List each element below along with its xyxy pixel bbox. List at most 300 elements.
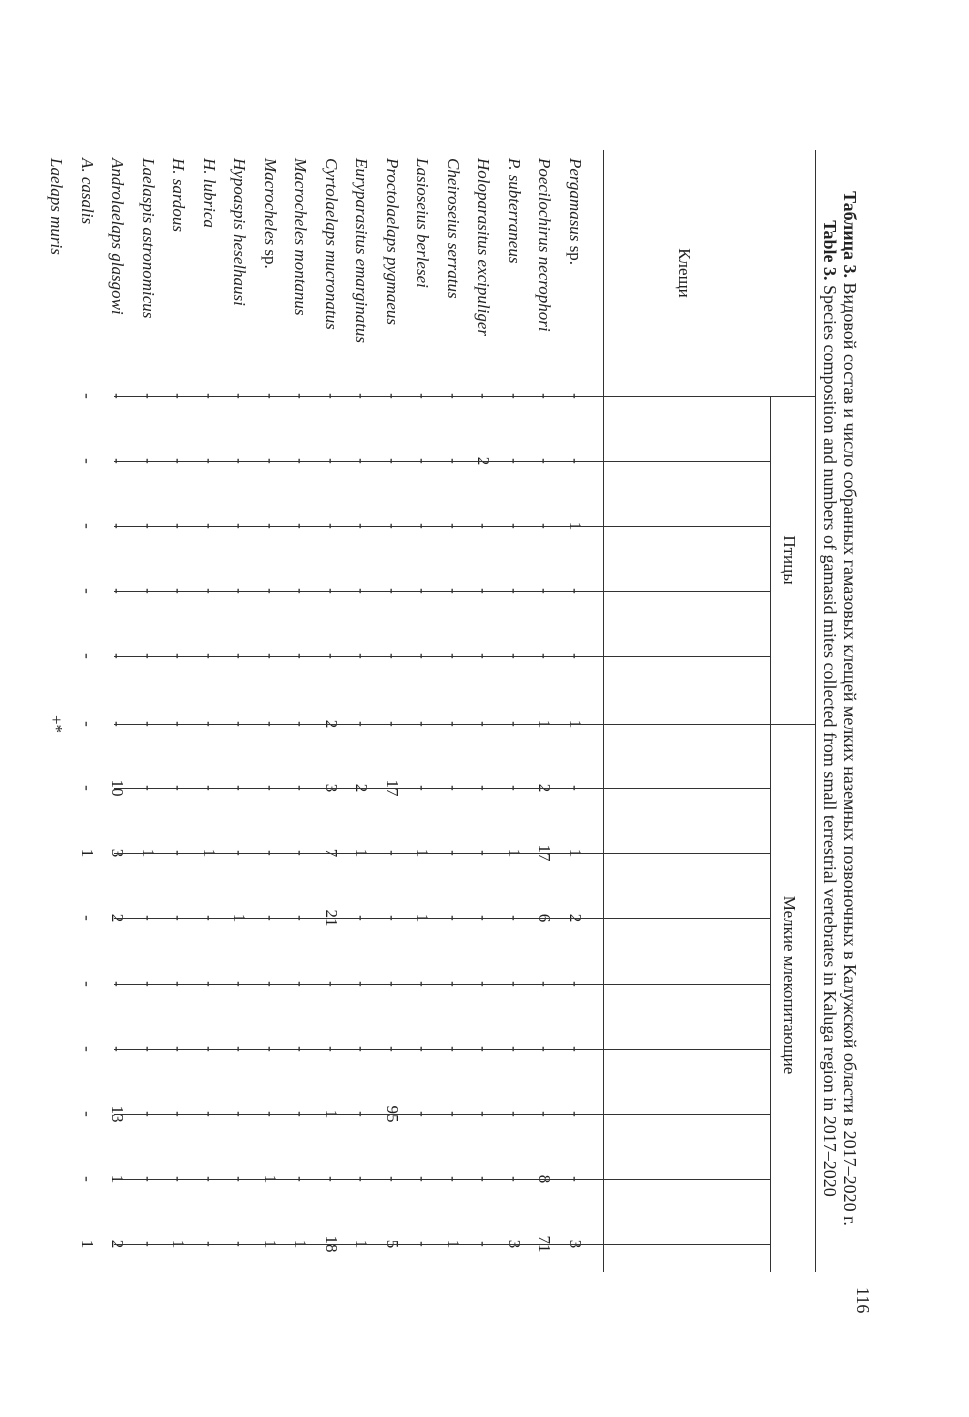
table-cell: - bbox=[261, 1046, 280, 1052]
table-cell: - bbox=[505, 1046, 524, 1052]
table-cell: - bbox=[413, 523, 433, 529]
table-cell: 1 bbox=[566, 521, 585, 531]
table-cell: - bbox=[383, 458, 402, 464]
table-cell: - bbox=[322, 1046, 341, 1052]
table-cell: - bbox=[383, 915, 402, 921]
species-name-text: Pergamasus bbox=[566, 158, 585, 242]
table-cell: - bbox=[139, 523, 158, 529]
table-row bbox=[468, 150, 498, 1272]
table-cell: 2 bbox=[322, 719, 341, 729]
species-name bbox=[199, 158, 219, 228]
table-cell: - bbox=[505, 1111, 524, 1117]
table-rule bbox=[114, 461, 771, 462]
table-cell: - bbox=[383, 1176, 402, 1182]
table-cell: - bbox=[139, 588, 158, 594]
table-row bbox=[132, 150, 162, 1272]
table-cell: - bbox=[352, 393, 372, 399]
table-cell: - bbox=[352, 653, 372, 659]
species-name-text: Macrocheles bbox=[261, 158, 280, 246]
caption-russian bbox=[839, 0, 860, 1417]
table-cell: - bbox=[474, 850, 494, 856]
table-cell: - bbox=[444, 785, 463, 791]
species-name-text: Laelaps muris bbox=[47, 158, 67, 255]
table-rule bbox=[114, 918, 771, 919]
table-cell: - bbox=[261, 458, 280, 464]
table-cell: - bbox=[505, 523, 524, 529]
table-cell: - bbox=[352, 1046, 372, 1052]
table-cell: 1 bbox=[535, 719, 555, 729]
table-cell: 2 bbox=[352, 783, 372, 793]
table-cell: - bbox=[505, 785, 524, 791]
table-cell: 8 bbox=[535, 1174, 555, 1184]
table-cell: 1 bbox=[566, 719, 585, 729]
table-cell: - bbox=[535, 981, 555, 987]
table-cell: - bbox=[291, 393, 311, 399]
table-rule bbox=[114, 853, 771, 854]
table-cell: - bbox=[261, 1111, 280, 1117]
table-cell: - bbox=[474, 1241, 494, 1247]
table-cell: - bbox=[413, 785, 433, 791]
table-cell: - bbox=[291, 588, 311, 594]
table-cell: - bbox=[230, 1176, 250, 1182]
table-cell: - bbox=[200, 588, 219, 594]
table-cell: - bbox=[78, 1111, 97, 1117]
table-cell: - bbox=[139, 653, 158, 659]
table-cell: - bbox=[444, 1046, 463, 1052]
table-cell: - bbox=[444, 588, 463, 594]
table-cell: - bbox=[261, 393, 280, 399]
table-cell: - bbox=[200, 458, 219, 464]
table-cell: - bbox=[261, 588, 280, 594]
table-cell: - bbox=[169, 915, 189, 921]
table-cell: 1 bbox=[322, 1109, 341, 1119]
table-row bbox=[285, 150, 315, 1272]
table-cell: - bbox=[78, 653, 97, 659]
table-cell: - bbox=[535, 1111, 555, 1117]
table-cell: 2 bbox=[566, 913, 585, 923]
table-cell: - bbox=[505, 721, 524, 727]
table-cell: 2 bbox=[535, 783, 555, 793]
table-cell: - bbox=[230, 1241, 250, 1247]
table-cell: - bbox=[352, 588, 372, 594]
table-cell: - bbox=[200, 785, 219, 791]
species-name bbox=[504, 158, 524, 263]
table-cell: - bbox=[474, 1046, 494, 1052]
table-row bbox=[315, 150, 345, 1272]
table-rule bbox=[114, 526, 771, 527]
caption-english-label: Table 3. bbox=[820, 220, 840, 281]
caption-russian-label: Таблица 3. bbox=[840, 191, 860, 279]
table-cell: - bbox=[383, 588, 402, 594]
table-cell: 2 bbox=[474, 456, 494, 466]
table-cell: - bbox=[291, 915, 311, 921]
table-cell: - bbox=[322, 523, 341, 529]
table-rule bbox=[114, 591, 771, 592]
table-cell: - bbox=[291, 1176, 311, 1182]
table-cell: - bbox=[383, 653, 402, 659]
table-cell: - bbox=[474, 915, 494, 921]
species-name-text: Holoparasitus excipuliger bbox=[474, 158, 494, 337]
table-row bbox=[254, 150, 284, 1272]
table-cell: - bbox=[230, 1111, 250, 1117]
species-name-text: Laelaspis astronomicus bbox=[139, 158, 158, 319]
species-name-text: Cheiroseius serratus bbox=[444, 158, 463, 299]
table-cell: - bbox=[566, 1111, 585, 1117]
table-cell: - bbox=[383, 850, 402, 856]
table-cell: - bbox=[352, 523, 372, 529]
header-birds: Птицы bbox=[780, 535, 799, 585]
table-row bbox=[559, 150, 589, 1272]
table-cell: - bbox=[230, 981, 250, 987]
table-cell: - bbox=[413, 1241, 433, 1247]
table-cell: 1 bbox=[352, 1239, 372, 1249]
table-cell: - bbox=[108, 393, 128, 399]
table-cell: - bbox=[535, 588, 555, 594]
table-cell: - bbox=[169, 458, 189, 464]
table-cell: - bbox=[139, 915, 158, 921]
table-cell: - bbox=[169, 393, 189, 399]
species-name bbox=[108, 158, 128, 315]
table-rule bbox=[771, 724, 816, 725]
table-row bbox=[41, 150, 71, 1272]
table-cell: 10 bbox=[108, 779, 128, 797]
species-name-suffix: sp. bbox=[566, 241, 585, 266]
table-cell: - bbox=[200, 653, 219, 659]
table-cell: - bbox=[108, 1046, 128, 1052]
table-cell: - bbox=[291, 458, 311, 464]
table-row bbox=[346, 150, 376, 1272]
table-cell: - bbox=[352, 981, 372, 987]
table-cell: - bbox=[139, 1111, 158, 1117]
table-rule bbox=[114, 984, 771, 985]
table-cell: - bbox=[169, 1176, 189, 1182]
species-name bbox=[47, 158, 67, 255]
header-mites: Клещи bbox=[675, 248, 694, 298]
species-name bbox=[413, 158, 433, 288]
table-cell: - bbox=[108, 588, 128, 594]
table-cell: 71 bbox=[535, 1235, 555, 1253]
table-rule bbox=[114, 1049, 771, 1050]
table-row bbox=[529, 150, 559, 1272]
table-cell: - bbox=[230, 458, 250, 464]
table-cell: - bbox=[291, 1111, 311, 1117]
species-name-text: Hypoaspis heselhausi bbox=[230, 158, 250, 306]
table-cell: - bbox=[413, 588, 433, 594]
table-cell: - bbox=[169, 653, 189, 659]
table-cell: - bbox=[444, 458, 463, 464]
table-rule bbox=[114, 788, 771, 789]
table-cell: - bbox=[291, 981, 311, 987]
table-rule bbox=[603, 150, 604, 1272]
table-cell: 1 bbox=[261, 1239, 280, 1249]
table-cell: - bbox=[383, 721, 402, 727]
table-cell: - bbox=[444, 850, 463, 856]
table-row bbox=[437, 150, 467, 1272]
table-cell: - bbox=[169, 785, 189, 791]
species-name bbox=[382, 158, 402, 325]
table-row bbox=[102, 150, 132, 1272]
table-cell: - bbox=[444, 393, 463, 399]
table-cell: - bbox=[169, 981, 189, 987]
table-cell: - bbox=[291, 653, 311, 659]
table-cell: - bbox=[139, 721, 158, 727]
species-name bbox=[352, 158, 372, 343]
table-cell: - bbox=[444, 1176, 463, 1182]
table-cell: - bbox=[413, 393, 433, 399]
species-name bbox=[474, 158, 494, 336]
table-cell: - bbox=[78, 588, 97, 594]
table-cell: - bbox=[108, 721, 128, 727]
table-cell: - bbox=[169, 721, 189, 727]
table-cell: - bbox=[169, 1046, 189, 1052]
table-cell: - bbox=[291, 785, 311, 791]
table-cell: - bbox=[352, 458, 372, 464]
species-name-text: Poecilochirus necrophori bbox=[535, 158, 555, 332]
table-cell: - bbox=[78, 1176, 97, 1182]
species-name-text: H. lubrica bbox=[200, 158, 219, 228]
species-name-text: H. sardous bbox=[169, 158, 189, 232]
table-cell: - bbox=[200, 981, 219, 987]
table-cell: 2 bbox=[108, 913, 128, 923]
table-cell: - bbox=[566, 653, 585, 659]
table-cell: - bbox=[535, 523, 555, 529]
table-cell: 1 bbox=[505, 848, 524, 858]
table-cell: - bbox=[169, 1111, 189, 1117]
table-cell: - bbox=[230, 1046, 250, 1052]
table-cell: 18 bbox=[322, 1235, 341, 1253]
table-cell: - bbox=[261, 915, 280, 921]
table-row bbox=[407, 150, 437, 1272]
species-name bbox=[77, 158, 97, 224]
table-cell: - bbox=[230, 653, 250, 659]
table-cell: - bbox=[474, 393, 494, 399]
table-cell: - bbox=[566, 1046, 585, 1052]
table-cell: - bbox=[108, 523, 128, 529]
table-cell: 1 bbox=[108, 1174, 128, 1184]
species-name-text: A. casalis bbox=[78, 158, 97, 225]
table-cell: - bbox=[230, 785, 250, 791]
table-cell: - bbox=[291, 1046, 311, 1052]
table-cell: - bbox=[261, 523, 280, 529]
table-cell: 1 bbox=[413, 848, 433, 858]
species-name-text: Androlaelaps glasgowi bbox=[108, 158, 128, 315]
caption-english-text: Species composition and numbers of gamasid mites collected from small terrestrial vertebrates in Kaluga region in 2017–2020 bbox=[820, 280, 840, 1197]
species-name bbox=[565, 158, 585, 265]
table-cell: - bbox=[261, 653, 280, 659]
table-cell: - bbox=[505, 915, 524, 921]
table-cell: - bbox=[200, 1046, 219, 1052]
table-cell: +* bbox=[47, 714, 67, 734]
table-cell: - bbox=[108, 653, 128, 659]
table-cell: - bbox=[200, 721, 219, 727]
table-cell: 21 bbox=[322, 909, 341, 927]
table-cell: - bbox=[474, 721, 494, 727]
table-cell: 1 bbox=[566, 848, 585, 858]
table-cell: - bbox=[383, 523, 402, 529]
table-rule bbox=[114, 724, 771, 725]
table-cell: - bbox=[200, 1241, 219, 1247]
table-cell: - bbox=[78, 785, 97, 791]
table-cell: - bbox=[169, 523, 189, 529]
table-cell: - bbox=[566, 1176, 585, 1182]
species-name-text: Lasioseius berlesei bbox=[413, 158, 433, 288]
table-rule bbox=[114, 1244, 771, 1245]
table-cell: - bbox=[78, 458, 97, 464]
table-cell: - bbox=[139, 981, 158, 987]
table-rule bbox=[815, 150, 816, 1272]
table-cell: 3 bbox=[505, 1239, 524, 1249]
table-cell: - bbox=[535, 393, 555, 399]
table-cell: - bbox=[444, 981, 463, 987]
table-rule bbox=[770, 396, 771, 1272]
table-cell: - bbox=[352, 1176, 372, 1182]
table-cell: - bbox=[230, 588, 250, 594]
species-name bbox=[260, 158, 280, 269]
table-row bbox=[193, 150, 223, 1272]
species-name-text: Macrocheles montanus bbox=[291, 158, 311, 316]
table-cell: 2 bbox=[108, 1239, 128, 1249]
table-cell: - bbox=[78, 915, 97, 921]
table-cell: 95 bbox=[383, 1105, 402, 1123]
table-cell: - bbox=[78, 721, 97, 727]
table-cell: - bbox=[108, 458, 128, 464]
table-cell: - bbox=[383, 981, 402, 987]
species-name bbox=[169, 158, 189, 232]
table-cell: - bbox=[474, 981, 494, 987]
table-cell: - bbox=[261, 721, 280, 727]
species-name-suffix: sp. bbox=[261, 245, 280, 269]
table-cell: 5 bbox=[383, 1239, 402, 1249]
table-cell: - bbox=[169, 850, 189, 856]
table-cell: - bbox=[352, 1111, 372, 1117]
table-cell: - bbox=[261, 850, 280, 856]
table-cell: - bbox=[261, 785, 280, 791]
table-cell: 7 bbox=[322, 848, 341, 858]
table-cell: 13 bbox=[108, 1105, 128, 1123]
species-name-text: Euryparasitus emarginatus bbox=[352, 158, 372, 343]
table-cell: - bbox=[78, 393, 97, 399]
table-cell: - bbox=[230, 850, 250, 856]
table-cell: - bbox=[413, 1111, 433, 1117]
species-name bbox=[443, 158, 463, 299]
table-cell: - bbox=[474, 653, 494, 659]
table-cell: 3 bbox=[108, 848, 128, 858]
table-cell: - bbox=[566, 981, 585, 987]
table-cell: - bbox=[261, 981, 280, 987]
table-rule bbox=[114, 1179, 771, 1180]
table-cell: - bbox=[291, 721, 311, 727]
table-cell: 1 bbox=[78, 848, 97, 858]
table-cell: - bbox=[505, 458, 524, 464]
table-cell: - bbox=[139, 458, 158, 464]
table-cell: - bbox=[444, 523, 463, 529]
table-cell: 1 bbox=[139, 848, 158, 858]
table-cell: - bbox=[200, 1111, 219, 1117]
table-cell: - bbox=[230, 721, 250, 727]
table-cell: 6 bbox=[535, 913, 555, 923]
table-cell: - bbox=[169, 588, 189, 594]
table-cell: - bbox=[322, 458, 341, 464]
page-number: 116 bbox=[853, 1287, 873, 1314]
table-cell: - bbox=[78, 1046, 97, 1052]
table-cell: - bbox=[505, 653, 524, 659]
table-cell: 1 bbox=[200, 848, 219, 858]
table-cell: - bbox=[139, 393, 158, 399]
table-cell: - bbox=[78, 981, 97, 987]
species-name bbox=[138, 158, 158, 318]
table-cell: - bbox=[535, 1046, 555, 1052]
caption-russian-text: Видовой состав и число собранных гамазовых клещей мелких наземных позвоночных в Калужской области в 2017–2020 г. bbox=[840, 278, 860, 1226]
table-cell: 1 bbox=[78, 1239, 97, 1249]
table-cell: - bbox=[413, 721, 433, 727]
table-row bbox=[71, 150, 101, 1272]
table-cell: - bbox=[444, 721, 463, 727]
table-cell: - bbox=[413, 1046, 433, 1052]
table-rule bbox=[114, 656, 771, 657]
table-cell: - bbox=[200, 915, 219, 921]
table-row bbox=[498, 150, 528, 1272]
table-cell: 1 bbox=[444, 1239, 463, 1249]
table-cell: - bbox=[291, 523, 311, 529]
table-row bbox=[376, 150, 406, 1272]
table-cell: - bbox=[139, 1046, 158, 1052]
species-name bbox=[321, 158, 341, 330]
table-cell: - bbox=[352, 915, 372, 921]
species-name-text: Cyrtolaelaps mucronatus bbox=[322, 158, 341, 330]
table-cell: - bbox=[535, 653, 555, 659]
table-cell: - bbox=[505, 393, 524, 399]
table-cell: - bbox=[383, 393, 402, 399]
table-cell: 3 bbox=[566, 1239, 585, 1249]
table-cell: 17 bbox=[383, 779, 402, 797]
table-cell: 1 bbox=[352, 848, 372, 858]
table-cell: - bbox=[535, 458, 555, 464]
table-cell: - bbox=[108, 981, 128, 987]
table-cell: 1 bbox=[230, 913, 250, 923]
table-row bbox=[224, 150, 254, 1272]
table-cell: - bbox=[505, 588, 524, 594]
species-name bbox=[535, 158, 555, 332]
table-cell: - bbox=[200, 523, 219, 529]
table-cell: - bbox=[444, 653, 463, 659]
header-small-mammals: Мелкие млекопитающие bbox=[780, 895, 799, 1075]
table-cell: - bbox=[566, 588, 585, 594]
table-cell: - bbox=[444, 915, 463, 921]
caption-english bbox=[819, 0, 840, 1417]
table-cell: - bbox=[200, 393, 219, 399]
table-cell: 17 bbox=[535, 844, 555, 862]
table-cell: - bbox=[474, 1176, 494, 1182]
table-cell: - bbox=[322, 393, 341, 399]
table-cell: - bbox=[322, 1176, 341, 1182]
species-name bbox=[291, 158, 311, 316]
table-cell: - bbox=[505, 981, 524, 987]
table-cell: 1 bbox=[169, 1239, 189, 1249]
table-cell: 3 bbox=[322, 783, 341, 793]
table-cell: - bbox=[139, 1176, 158, 1182]
table-cell: - bbox=[200, 1176, 219, 1182]
species-name-text: P. subterraneus bbox=[505, 158, 524, 264]
table-cell: - bbox=[566, 393, 585, 399]
table-cell: - bbox=[413, 981, 433, 987]
table-cell: - bbox=[230, 393, 250, 399]
table-cell: - bbox=[566, 458, 585, 464]
table-cell: 1 bbox=[413, 913, 433, 923]
table-row bbox=[163, 150, 193, 1272]
table-cell: - bbox=[352, 721, 372, 727]
table-cell: - bbox=[383, 1046, 402, 1052]
table-cell: 1 bbox=[261, 1174, 280, 1184]
